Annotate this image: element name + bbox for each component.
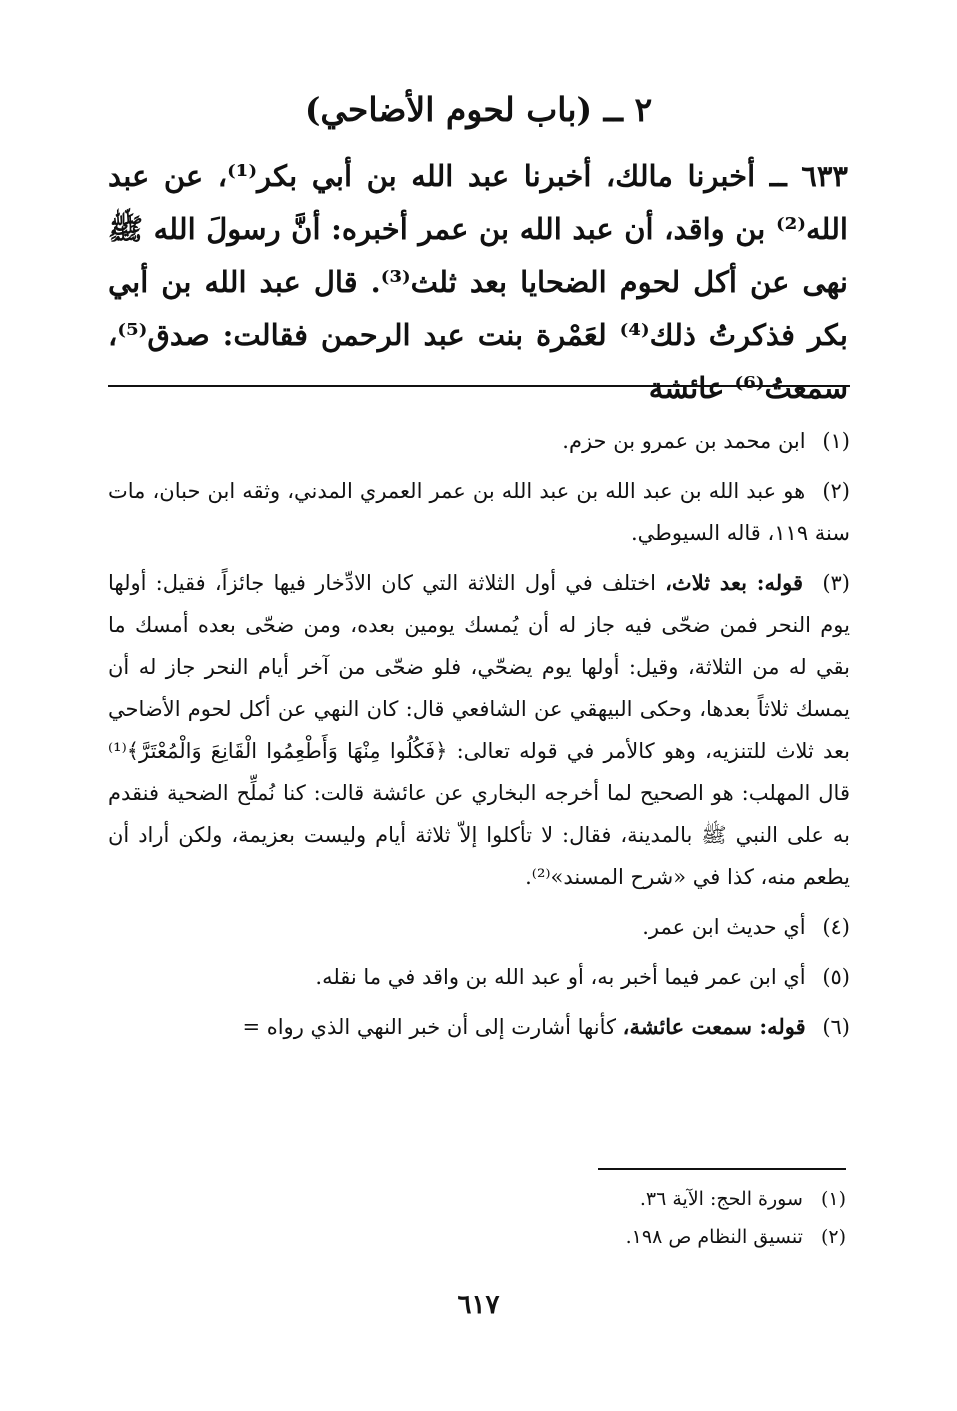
footnote-number: (١)	[822, 429, 850, 453]
footnote-separator	[108, 385, 850, 387]
subnote-2	[300, 1218, 846, 1256]
footnote-1	[108, 420, 850, 462]
footnote-number: (٥)	[822, 965, 850, 989]
footnote-lemma: قوله: سمعت عائشة،	[622, 1014, 806, 1039]
footnote-3	[108, 562, 850, 898]
hadith-text-block	[108, 150, 848, 415]
footnote-number: (٢)	[822, 479, 850, 503]
subnotes	[300, 1180, 846, 1256]
footnote-text: اختلف في أول الثلاثة التي كان الادِّخار فيها جائزاً، فقيل: أولها يوم النحر فمن ضحّى فيه جاز له أن يُمسك يومين بعده، ومن ضحّى بعده أمسك ما بقي له من الثلاثة، وقيل: أولها يوم يضحّي، فلو ضحّى من آخر أيام النحر جاز له أن يمسك ثلاثاً بعدها، وحكى البيهقي عن الشافعي قال: كان النهي عن أكل لحوم الأضاحي بعد ثلاث للتنزيه، وهو كالأمر في قوله تعالى: ﴿فَكُلُوا مِنْهَا وَأَطْعِمُوا الْقَانِعَ وَالْمُعْتَرَّ﴾⁽¹⁾ قال المهلب: هو الصحيح لما أخرجه البخاري عن عائشة قالت: كنا نُملِّح الضحية فنقدم به على النبي ﷺ بالمدينة، فقال: لا تأكلوا إلاّ ثلاثة أيام وليست بعزيمة، ولكن أراد أن يطعم منه، كذا في «شرح المسند»⁽²⁾.	[108, 571, 850, 889]
footnote-4	[108, 906, 850, 948]
hadith-body: أخبرنا مالك، أخبرنا عبد الله بن أبي بكر⁽¹⁾، عن عبد الله⁽²⁾ بن واقد، أن عبد الله بن عمر أخبره: أنَّ رسولَ الله ﷺ نهى عن أكل لحوم الضحايا بعد ثلث⁽³⁾. قال عبد الله بن أبي بكر فذكرتُ ذلك⁽⁴⁾ لعَمْرة بنت عبد الرحمن فقالت: صدق⁽⁵⁾، سمعتُ⁽⁶⁾ عائشة	[108, 159, 849, 405]
subnote-text: تنسيق النظام ص ١٩٨.	[625, 1226, 803, 1248]
footnote-text: ابن محمد بن عمرو بن حزم.	[562, 429, 806, 453]
footnotes	[108, 420, 850, 1056]
page-number: ٦١٧	[457, 1290, 500, 1320]
subnote-number: (٢)	[820, 1226, 846, 1248]
footnote-text: هو عبد الله بن عبد الله بن عبد الله بن عمر العمري المدني، وثقه ابن حبان، مات سنة ١١٩، قاله السيوطي.	[108, 479, 850, 545]
footnote-text: أي حديث ابن عمر.	[642, 915, 806, 939]
footnote-text: أي ابن عمر فيما أخبر به، أو عبد الله بن واقد في ما نقله.	[315, 965, 806, 989]
footnote-2	[108, 470, 850, 554]
chapter-heading: ٢ ــ (باب لحوم الأضاحي)	[304, 90, 653, 129]
hadith-number: ٦٣٣ ــ	[769, 159, 848, 193]
footnote-number: (٣)	[822, 571, 850, 595]
subnote-text: سورة الحج: الآية ٣٦.	[639, 1188, 803, 1210]
subnote-number: (١)	[820, 1188, 846, 1210]
footnote-number: (٤)	[822, 915, 850, 939]
subnote-1	[300, 1180, 846, 1218]
subnote-separator	[598, 1168, 846, 1170]
footnote-lemma: قوله: بعد ثلاث،	[665, 570, 804, 595]
footnote-number: (٦)	[822, 1015, 850, 1039]
footnote-text: كأنها أشارت إلى أن خبر النهي الذي رواه =	[242, 1015, 616, 1039]
footnote-5	[108, 956, 850, 998]
footnote-6	[108, 1006, 850, 1048]
